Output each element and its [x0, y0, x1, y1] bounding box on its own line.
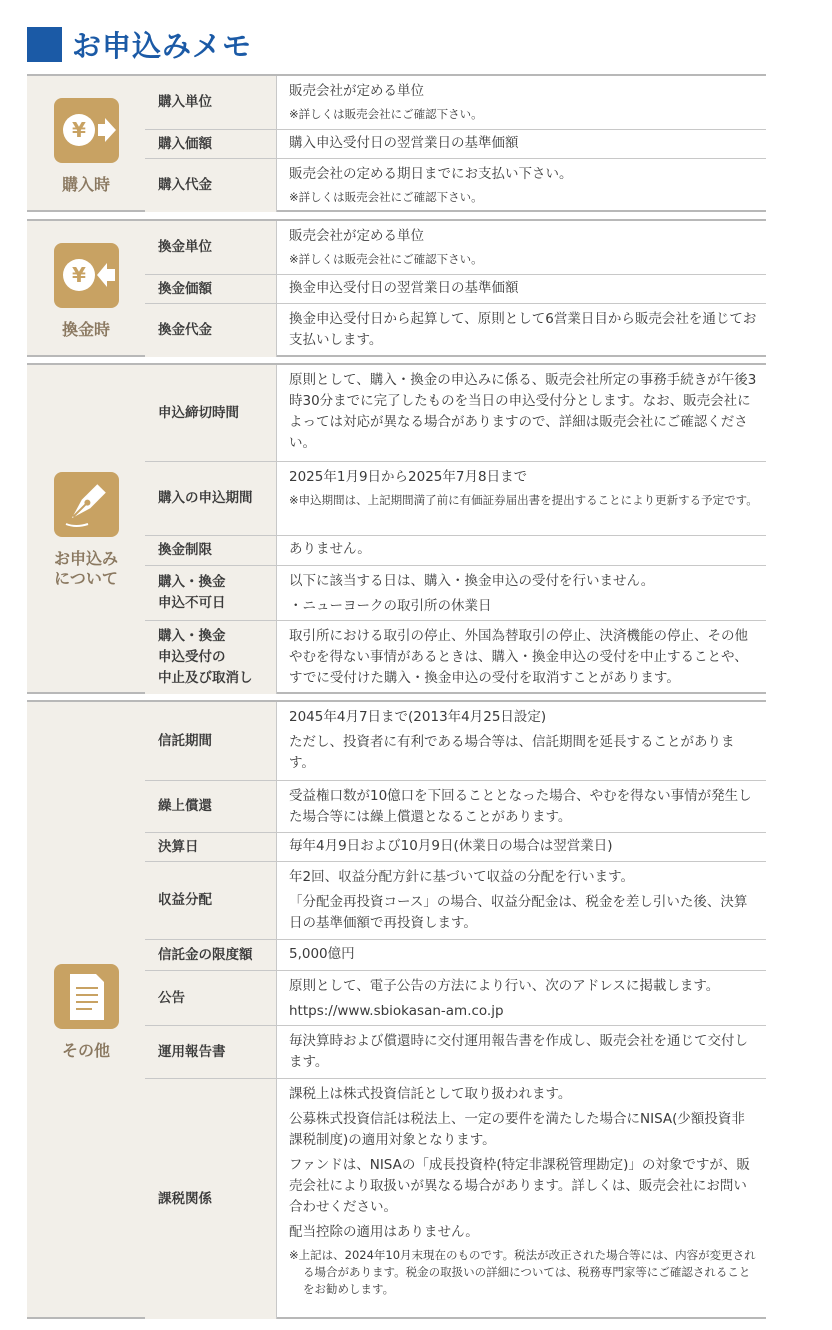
row-label: 換金代金 [145, 304, 277, 357]
row-label: 収益分配 [145, 862, 277, 939]
row-label: 購入代金 [145, 159, 277, 212]
row-content [277, 971, 766, 1025]
header-square-icon [27, 27, 62, 62]
svg-text:¥: ¥ [72, 263, 86, 287]
page-header [27, 24, 252, 64]
table-row [145, 971, 766, 1026]
row-text: 毎年4月9日および10月9日(休業日の場合は翌営業日) [289, 838, 613, 854]
row-content [277, 1026, 766, 1078]
section-label: 換金時 [61, 320, 110, 339]
row-text: 換金申込受付日の翌営業日の基準価額 [289, 280, 519, 296]
row-content [277, 221, 766, 274]
section-label-cell [27, 702, 146, 1317]
row-text: 課税上は株式投資信託として取り扱われます。 [289, 1086, 572, 1102]
row-text: 公募株式投資信託は税法上、一定の要件を満たした場合にNISA(少額投資非課税制度)の適用対象となります。 [289, 1111, 745, 1148]
table-row [145, 702, 766, 781]
section-label: お申込み について [53, 549, 118, 588]
section-label: その他 [61, 1041, 110, 1060]
row-label: 繰上償還 [145, 781, 277, 832]
row-text: 販売会社が定める単位 [289, 228, 424, 244]
table-row [145, 862, 766, 940]
section-label-cell [27, 221, 146, 355]
row-content [277, 76, 766, 129]
table-row [145, 1079, 766, 1319]
document-icon [54, 964, 119, 1029]
row-content [277, 275, 766, 303]
row-text: 2045年4月7日まで(2013年4月25日設定) [289, 709, 547, 725]
row-text: 受益権口数が10億口を下回ることとなった場合、やむを得ない事情が発生した場合等には繰上償還となることがあります。 [289, 788, 752, 825]
row-text: 毎決算時および償還時に交付運用報告書を作成し、販売会社を通じて交付します。 [289, 1033, 748, 1070]
row-label: 課税関係 [145, 1079, 277, 1319]
page-title: お申込みメモ [72, 28, 253, 63]
yen-arrow-right-icon [54, 98, 119, 163]
table-row [145, 566, 766, 621]
row-label: 決算日 [145, 833, 277, 861]
row-label: 信託期間 [145, 702, 277, 780]
row-content [277, 621, 766, 694]
section-purchase [27, 74, 766, 212]
table-row [145, 304, 766, 357]
svg-text:¥: ¥ [72, 118, 86, 142]
section-label-cell [27, 365, 146, 692]
yen-arrow-left-icon [54, 243, 119, 308]
row-content [277, 159, 766, 212]
section-other [27, 700, 766, 1319]
row-note: ※申込期間は、上記期間満了前に有価証券届出書を提出することにより更新する予定です。 [289, 493, 758, 507]
row-text: 以下に該当する日は、購入・換金申込の受付を行いません。 [289, 573, 655, 589]
section-application [27, 363, 766, 694]
row-content [277, 862, 766, 939]
row-text: 販売会社の定める期日までにお支払い下さい。 [289, 166, 573, 182]
row-note: ※上記は、2024年10月末現在のものです。税法が改正された場合等には、内容が変更される場合があります。税金の取扱いの詳細については、税務専門家等にご確認されることをお勧めします。 [289, 1248, 756, 1296]
table-row [145, 76, 766, 130]
row-text: 購入申込受付日の翌営業日の基準価額 [289, 135, 519, 151]
table-row [145, 781, 766, 833]
row-content [277, 702, 766, 780]
table-row [145, 365, 766, 462]
row-content [277, 462, 766, 535]
row-label: 購入単位 [145, 76, 277, 129]
row-text: ・ニューヨークの取引所の休業日 [289, 598, 492, 614]
table-row [145, 221, 766, 275]
row-label: 購入・換金 申込不可日 [145, 566, 277, 620]
row-text: 5,000億円 [289, 946, 355, 962]
row-content [277, 304, 766, 357]
row-text: 配当控除の適用はありません。 [289, 1224, 479, 1240]
row-content [277, 833, 766, 861]
table-row [145, 940, 766, 971]
row-text: 2025年1月9日から2025年7月8日まで [289, 469, 528, 485]
row-label: 運用報告書 [145, 1026, 277, 1078]
row-label: 換金単位 [145, 221, 277, 274]
row-label: 申込締切時間 [145, 365, 277, 461]
row-text: ただし、投資者に有利である場合等は、信託期間を延長することがあります。 [289, 734, 735, 771]
row-text: 換金申込受付日から起算して、原則として6営業日目から販売会社を通じてお支払いします。 [289, 311, 757, 348]
row-content [277, 536, 766, 565]
row-text: 年2回、収益分配方針に基づいて収益の分配を行います。 [289, 869, 635, 885]
row-content [277, 365, 766, 461]
row-label: 購入・換金 申込受付の 中止及び取消し [145, 621, 277, 694]
row-label: 換金制限 [145, 536, 277, 565]
row-label: 購入の申込期間 [145, 462, 277, 535]
table-row [145, 621, 766, 694]
table-row [145, 130, 766, 159]
pen-nib-icon [54, 472, 119, 537]
row-text: https://www.sbiokasan-am.co.jp [289, 1003, 504, 1019]
row-label: 購入価額 [145, 130, 277, 158]
row-content [277, 566, 766, 620]
table-row [145, 833, 766, 862]
section-label-cell [27, 76, 146, 210]
row-note: ※詳しくは販売会社にご確認下さい。 [289, 107, 483, 121]
row-text: 「分配金再投資コース」の場合、収益分配金は、税金を差し引いた後、決算日の基準価額で再投資します。 [289, 894, 748, 931]
row-label: 信託金の限度額 [145, 940, 277, 970]
row-text: 原則として、電子公告の方法により行い、次のアドレスに掲載します。 [289, 978, 720, 994]
row-label: 公告 [145, 971, 277, 1025]
section-label: 購入時 [61, 175, 110, 194]
table-row [145, 159, 766, 212]
row-content [277, 781, 766, 832]
table-row [145, 275, 766, 304]
table-row [145, 1026, 766, 1079]
row-text: 原則として、購入・換金の申込みに係る、販売会社所定の事務手続きが午後3時30分までに完了したものを当日の申込受付分とします。なお、販売会社によっては対応が異なる場合がありますので、詳細は販売会社にご確認ください。 [289, 372, 757, 451]
row-text: 販売会社が定める単位 [289, 83, 424, 99]
row-label: 換金価額 [145, 275, 277, 303]
row-content [277, 130, 766, 158]
row-text: ファンドは、NISAの「成長投資枠(特定非課税管理勘定)」の対象ですが、販売会社により取扱いが異なる場合があります。詳しくは、販売会社にお問い合わせください。 [289, 1157, 750, 1215]
row-note: ※詳しくは販売会社にご確認下さい。 [289, 252, 483, 266]
row-text: ありません。 [289, 541, 371, 557]
table-row [145, 462, 766, 536]
row-note: ※詳しくは販売会社にご確認下さい。 [289, 190, 483, 204]
row-content [277, 1079, 766, 1319]
section-redemption [27, 219, 766, 357]
table-row [145, 536, 766, 566]
row-content [277, 940, 766, 970]
row-text: 取引所における取引の停止、外国為替取引の停止、決済機能の停止、その他やむを得ない事情があるときは、購入・換金申込の受付を中止することや、すでに受付けた購入・換金申込の受付を取消すことがあります。 [289, 628, 748, 686]
